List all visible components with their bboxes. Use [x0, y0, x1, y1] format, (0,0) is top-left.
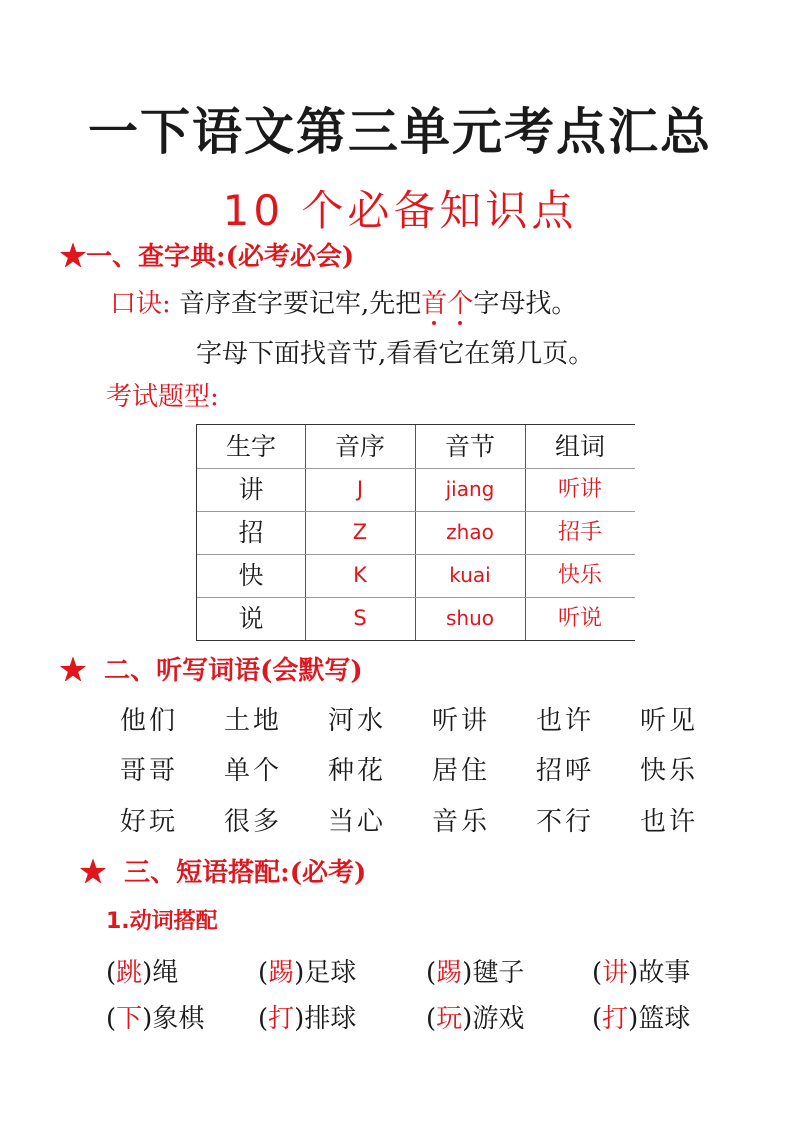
- mnemonic-line1: [110, 283, 577, 320]
- section2-heading-text: 二、听写词语(会默写): [104, 656, 363, 686]
- verb-collocation-heading: 1.动词搭配: [106, 909, 218, 934]
- table-header-row: [197, 425, 635, 469]
- table-cell-syllable: shuo: [445, 606, 494, 630]
- dictation-word: 也许: [640, 807, 699, 837]
- table-header-cell: 生字: [225, 432, 276, 461]
- table-row: [197, 511, 635, 555]
- table-cell-initial: K: [353, 563, 367, 587]
- dictation-word: 很多: [224, 807, 283, 837]
- phrase-item: (玩)游戏: [426, 1004, 525, 1034]
- phrase-item: (踢)足球: [258, 958, 357, 988]
- phrase-answer: 打: [268, 1004, 295, 1034]
- phrase-item: (打)篮球: [592, 1004, 691, 1034]
- page-title: 一下语文第三单元考点汇总: [88, 102, 712, 161]
- table-header-cell: 音序: [334, 432, 385, 461]
- phrase-rest: 足球: [304, 958, 357, 988]
- table-header-cell: 音节: [444, 432, 495, 461]
- phrase-rest: 篮球: [638, 1004, 691, 1034]
- phrase-answer: 踢: [436, 958, 463, 988]
- table-cell-syllable: jiang: [445, 477, 495, 501]
- mnemonic-label: 口诀:: [110, 289, 171, 319]
- exam-type-label: 考试题型:: [106, 382, 219, 412]
- phrase-item: (踢)毽子: [426, 958, 525, 988]
- table-cell-word: 听说: [557, 606, 602, 631]
- dictation-word: 快乐: [640, 756, 699, 786]
- phrase-item: (跳)绳: [106, 958, 179, 988]
- phrase-rest: 绳: [152, 958, 179, 988]
- dictation-word: 招呼: [536, 756, 595, 786]
- table-cell-char: 快: [238, 561, 264, 590]
- phrase-item: (打)排球: [258, 1004, 357, 1034]
- table-cell-word: 快乐: [557, 563, 602, 588]
- dictation-word: 也许: [536, 706, 595, 736]
- phrase-answer: 讲: [602, 958, 629, 988]
- table-cell-initial: J: [356, 477, 364, 501]
- dictation-word: 听见: [640, 706, 699, 736]
- phrase-rest: 排球: [304, 1004, 357, 1034]
- table-cell-initial: Z: [352, 520, 368, 544]
- star-icon: ★: [60, 656, 87, 686]
- star-icon: ★: [60, 242, 87, 272]
- lookup-table: [196, 424, 635, 641]
- dictation-word: 音乐: [432, 807, 491, 837]
- dictation-word: 哥哥: [120, 756, 179, 786]
- section3-heading-text: 三、短语搭配:(必考): [124, 858, 367, 888]
- table-cell-char: 招: [238, 518, 264, 547]
- table-cell-initial: S: [353, 606, 367, 630]
- phrase-answer: 打: [602, 1004, 629, 1034]
- table-cell-syllable: zhao: [446, 520, 494, 544]
- mnemonic-mark-2: 个: [447, 289, 474, 319]
- dictation-word: 河水: [328, 706, 387, 736]
- table-cell-char: 说: [238, 604, 264, 633]
- mnemonic-text1-before: 音序查字要记牢,先把: [179, 289, 422, 319]
- star-icon: ★: [80, 858, 107, 888]
- table-header-cell: 组词: [554, 432, 605, 461]
- dictation-word: 他们: [120, 706, 179, 736]
- dictation-word: 不行: [536, 807, 595, 837]
- page-subtitle: 10 个必备知识点: [222, 186, 578, 235]
- mnemonic-text1-after: 字母找。: [473, 289, 578, 319]
- phrase-rest: 毽子: [472, 958, 525, 988]
- dictation-word: 土地: [224, 706, 283, 736]
- phrase-rest: 游戏: [472, 1004, 525, 1034]
- dictation-word: 种花: [328, 756, 387, 786]
- dictation-word: 居住: [432, 756, 491, 786]
- phrase-item: (讲)故事: [592, 958, 691, 988]
- section2-heading: [60, 650, 363, 687]
- table-row: [197, 554, 635, 598]
- mnemonic-mark-1: 首: [421, 289, 448, 319]
- phrase-answer: 跳: [116, 958, 143, 988]
- section1-heading: [60, 236, 354, 273]
- table-cell-syllable: kuai: [449, 563, 491, 587]
- table-cell-word: 招手: [557, 520, 602, 545]
- section1-heading-text: 一、查字典:(必考必会): [86, 242, 355, 272]
- phrase-rest: 象棋: [152, 1004, 205, 1034]
- phrase-answer: 下: [116, 1004, 143, 1034]
- dictation-word: 听讲: [432, 706, 491, 736]
- phrase-rest: 故事: [638, 958, 691, 988]
- section3-heading: [80, 852, 366, 889]
- mnemonic-line2: 字母下面找音节,看看它在第几页。: [196, 339, 595, 369]
- phrase-item: (下)象棋: [106, 1004, 205, 1034]
- table-cell-char: 讲: [238, 475, 264, 504]
- phrase-answer: 玩: [436, 1004, 463, 1034]
- phrase-answer: 踢: [268, 958, 295, 988]
- dictation-word: 好玩: [120, 807, 179, 837]
- dictation-word: 当心: [328, 807, 387, 837]
- dictation-word: 单个: [224, 756, 283, 786]
- table-cell-word: 听讲: [557, 477, 602, 502]
- table-row: [197, 597, 635, 640]
- table-row: [197, 468, 635, 512]
